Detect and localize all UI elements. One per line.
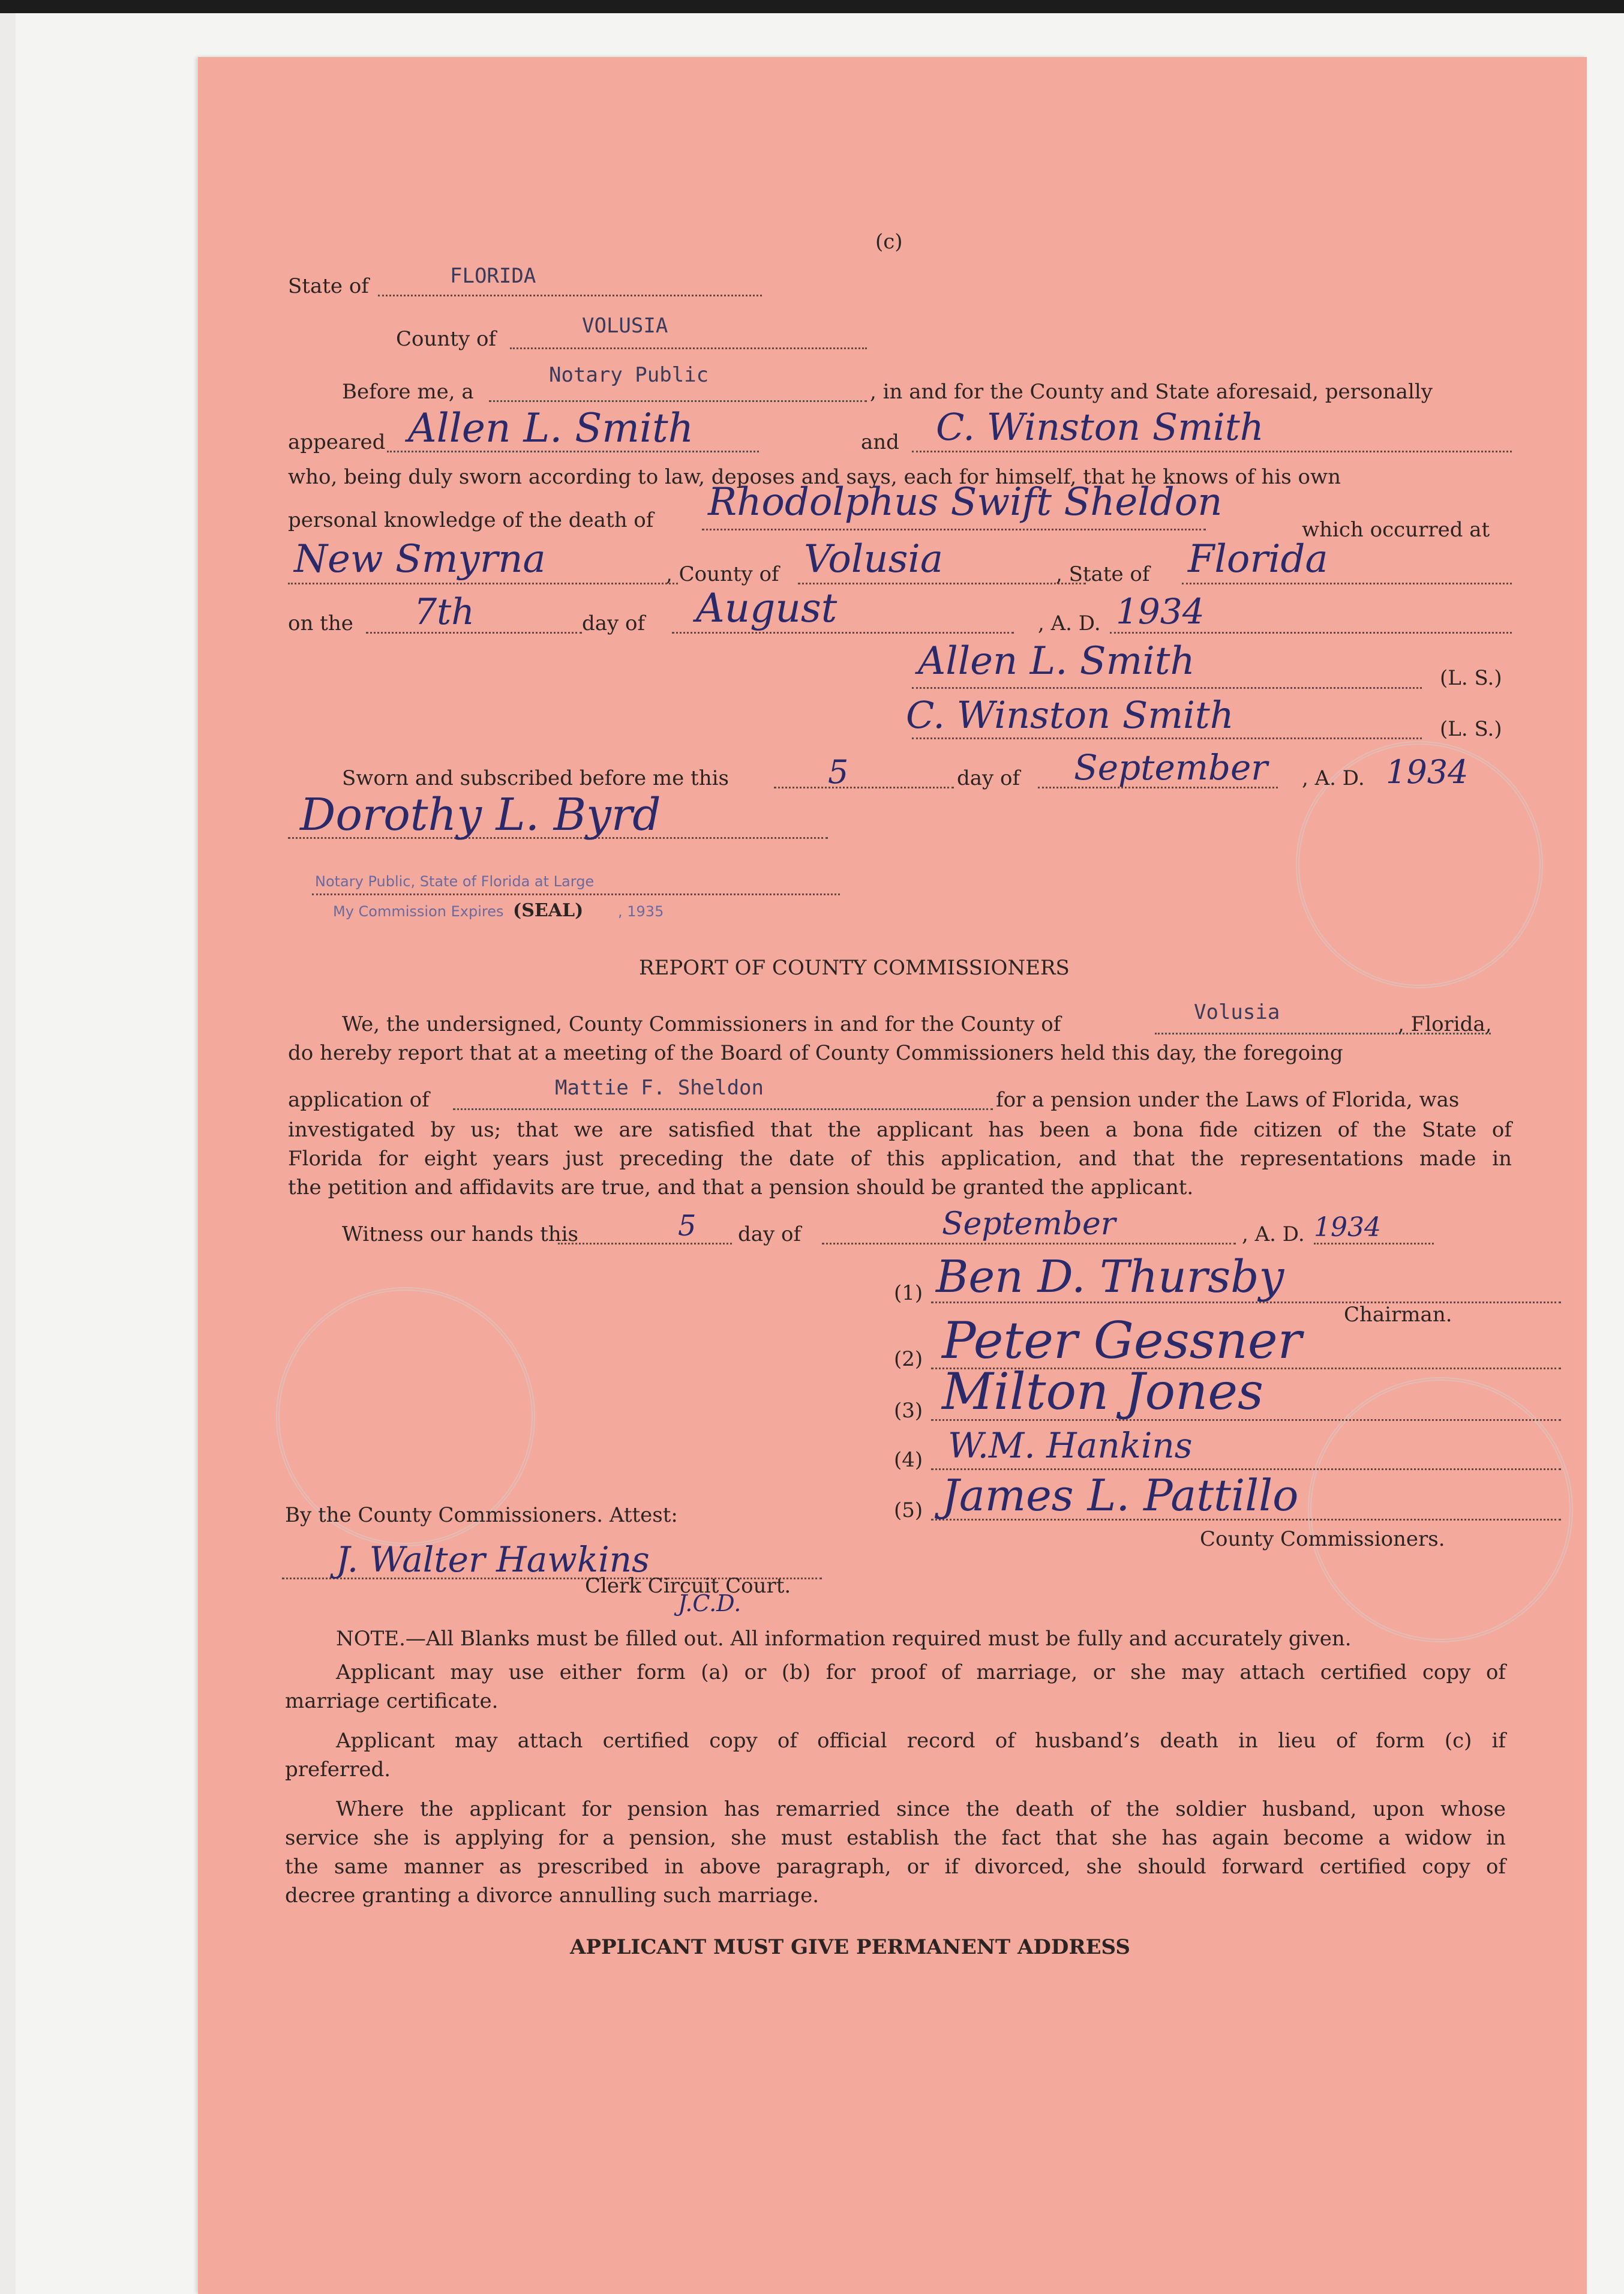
witness-month: September bbox=[942, 1206, 1116, 1242]
sig1-line bbox=[912, 687, 1422, 689]
form-letter: (c) bbox=[875, 230, 903, 254]
death-month: August bbox=[696, 585, 837, 631]
applicant-line bbox=[453, 1108, 993, 1110]
subscribed-day-line bbox=[774, 787, 954, 788]
state-line bbox=[378, 295, 762, 296]
death-day: 7th bbox=[414, 591, 475, 633]
note-3 bbox=[285, 1726, 1506, 1784]
death-county: Volusia bbox=[804, 537, 944, 581]
sworn-line: who, being duly sworn according to law, deposes and says, each for himself, that he knows of his own bbox=[288, 465, 1341, 489]
county-value: VOLUSIA bbox=[582, 314, 668, 338]
before-tail: , in and for the County and State aforesaid, personally bbox=[870, 380, 1433, 404]
witness-day-line bbox=[558, 1243, 732, 1245]
application-label: application of bbox=[288, 1088, 430, 1112]
sig2-line bbox=[912, 737, 1422, 739]
appeared-label: appeared bbox=[288, 430, 386, 454]
witness-dayof: day of bbox=[738, 1222, 802, 1246]
and-label: and bbox=[861, 430, 899, 454]
notary-stamp-line bbox=[312, 893, 840, 895]
clerk-initials: J.C.D. bbox=[678, 1590, 742, 1617]
officer-value: Notary Public bbox=[549, 363, 709, 387]
commissioner-signature-3: Milton Jones bbox=[942, 1362, 1264, 1421]
note-3-line-1: Applicant may attach certified copy of official record of husband’s death in lieu of form (c) if bbox=[336, 1729, 1506, 1753]
subscribed-month: September bbox=[1074, 747, 1268, 788]
applicant-name: Mattie F. Sheldon bbox=[555, 1076, 764, 1100]
state-value: FLORIDA bbox=[450, 264, 536, 288]
commissioner-num-2: (2) bbox=[894, 1347, 923, 1371]
report-para-line-2: Florida for eight years just preceding the date of this application, and that the representations made in bbox=[288, 1147, 1512, 1171]
subscribed-day: 5 bbox=[828, 753, 849, 791]
commissioner-num-5: (5) bbox=[894, 1498, 923, 1522]
chairman-label: Chairman. bbox=[1344, 1303, 1452, 1327]
on-the-label: on the bbox=[288, 611, 353, 635]
ls-label-2: (L. S.) bbox=[1440, 717, 1502, 741]
place-line bbox=[288, 583, 678, 584]
death-year-line bbox=[1110, 632, 1512, 634]
note-4-line-2: service she is applying for a pension, she must establish the fact that she has again become a widow in bbox=[285, 1826, 1506, 1850]
subscribed-year: 1934 bbox=[1386, 753, 1469, 791]
county-line bbox=[510, 347, 867, 349]
deceased-line bbox=[702, 529, 1206, 530]
before-label: Before me, a bbox=[342, 380, 474, 404]
knowledge-label: personal knowledge of the death of bbox=[288, 508, 654, 532]
death-state: Florida bbox=[1188, 537, 1328, 581]
deceased-name: Rhodolphus Swift Sheldon bbox=[708, 480, 1223, 524]
county-label: County of bbox=[396, 327, 497, 351]
report-line1-a: We, the undersigned, County Commissioners in and for the County of bbox=[342, 1012, 1061, 1036]
death-county-line bbox=[798, 583, 1086, 584]
report-heading: REPORT OF COUNTY COMMISSIONERS bbox=[639, 956, 1070, 980]
affiant2-line bbox=[912, 451, 1512, 452]
officer-line bbox=[489, 400, 867, 402]
witness-label: Witness our hands this bbox=[342, 1222, 579, 1246]
commissioner-signature-4: W.M. Hankins bbox=[948, 1425, 1193, 1466]
commissioner-num-3: (3) bbox=[894, 1399, 923, 1423]
report-line2: do hereby report that at a meeting of the Board of County Commissioners held this day, the foregoing bbox=[288, 1041, 1343, 1065]
note-3-line-2: preferred. bbox=[285, 1758, 391, 1782]
subscribed-label: Sworn and subscribed before me this bbox=[342, 766, 729, 790]
witness-year-line bbox=[1314, 1243, 1434, 1245]
note-2-line-2: marriage certificate. bbox=[285, 1689, 499, 1713]
note-4-line-3: the same manner as prescribed in above paragraph, or if divorced, she should forward certified copy of bbox=[285, 1855, 1506, 1879]
ad-label: , A. D. bbox=[1038, 611, 1101, 635]
note-2-line-1: Applicant may use either form (a) or (b) for proof of marriage, or she may attach certified copy of bbox=[336, 1660, 1506, 1684]
clerk-signature: J. Walter Hawkins bbox=[336, 1539, 650, 1580]
report-line1-b: , Florida, bbox=[1398, 1012, 1492, 1036]
commissioner-signature-5: James L. Pattillo bbox=[942, 1470, 1299, 1521]
affiant2-signature: C. Winston Smith bbox=[936, 405, 1264, 449]
death-year: 1934 bbox=[1116, 591, 1205, 632]
affiant2-ls-signature: C. Winston Smith bbox=[906, 693, 1234, 737]
attest-label: By the County Commissioners. Attest: bbox=[285, 1503, 678, 1527]
report-para-line-3: the petition and affidavits are true, and that a pension should be granted the applicant. bbox=[288, 1176, 1194, 1200]
commissioners-label: County Commissioners. bbox=[1200, 1527, 1445, 1551]
report-para-line-1: investigated by us; that we are satisfied that the applicant has been a bona fide citizen of the State of bbox=[288, 1118, 1512, 1142]
seal-label: (SEAL) bbox=[513, 900, 584, 921]
witness-day: 5 bbox=[678, 1209, 697, 1243]
pension-form-page bbox=[198, 57, 1587, 2294]
witness-year: 1934 bbox=[1314, 1212, 1381, 1243]
footer-permanent-address: APPLICANT MUST GIVE PERMANENT ADDRESS bbox=[570, 1935, 1130, 1959]
report-paragraph bbox=[288, 1115, 1512, 1202]
ls-label-1: (L. S.) bbox=[1440, 666, 1502, 690]
death-place: New Smyrna bbox=[294, 537, 546, 581]
subscribed-dayof: day of bbox=[957, 766, 1020, 790]
note-2 bbox=[285, 1658, 1506, 1716]
occurred-label: which occurred at bbox=[1302, 518, 1490, 542]
affiant1-signature: Allen L. Smith bbox=[408, 405, 694, 451]
report-county: Volusia bbox=[1194, 1000, 1280, 1024]
clerk-label: Clerk Circuit Court. bbox=[585, 1574, 791, 1598]
application-tail: for a pension under the Laws of Florida, was bbox=[996, 1088, 1460, 1112]
scanner-left-margin bbox=[0, 13, 16, 2294]
affiant1-ls-signature: Allen L. Smith bbox=[918, 639, 1195, 683]
note-4-line-4: decree granting a divorce annulling such marriage. bbox=[285, 1884, 819, 1908]
witness-month-line bbox=[822, 1243, 1236, 1245]
day-of-label: day of bbox=[582, 611, 646, 635]
commissioner-num-1: (1) bbox=[894, 1281, 923, 1305]
state-label: State of bbox=[288, 274, 369, 298]
commissioner-signature-2: Peter Gessner bbox=[942, 1311, 1302, 1370]
county-of-label: , County of bbox=[666, 562, 779, 586]
commissioner-num-4: (4) bbox=[894, 1448, 923, 1472]
death-month-line bbox=[672, 632, 1014, 634]
notary-signature: Dorothy L. Byrd bbox=[300, 789, 661, 841]
note-1: NOTE.—All Blanks must be filled out. All information required must be fully and accurately given. bbox=[336, 1627, 1352, 1651]
note-4-line-1: Where the applicant for pension has remarried since the death of the soldier husband, upon whose bbox=[336, 1797, 1506, 1821]
notary-stamp-line2: My Commission Expires bbox=[333, 903, 504, 920]
state-of-label: , State of bbox=[1056, 562, 1150, 586]
note-4 bbox=[285, 1795, 1506, 1910]
death-state-line bbox=[1182, 583, 1512, 584]
scanner-top-edge bbox=[0, 0, 1624, 13]
notary-stamp-line1: Notary Public, State of Florida at Large bbox=[315, 873, 595, 890]
witness-ad: , A. D. bbox=[1242, 1222, 1305, 1246]
commission-year: , 1935 bbox=[618, 903, 664, 920]
commissioner-signature-1: Ben D. Thursby bbox=[936, 1251, 1284, 1303]
embossed-seal-lower-right bbox=[1308, 1377, 1573, 1642]
subscribed-ad: , A. D. bbox=[1302, 766, 1365, 790]
